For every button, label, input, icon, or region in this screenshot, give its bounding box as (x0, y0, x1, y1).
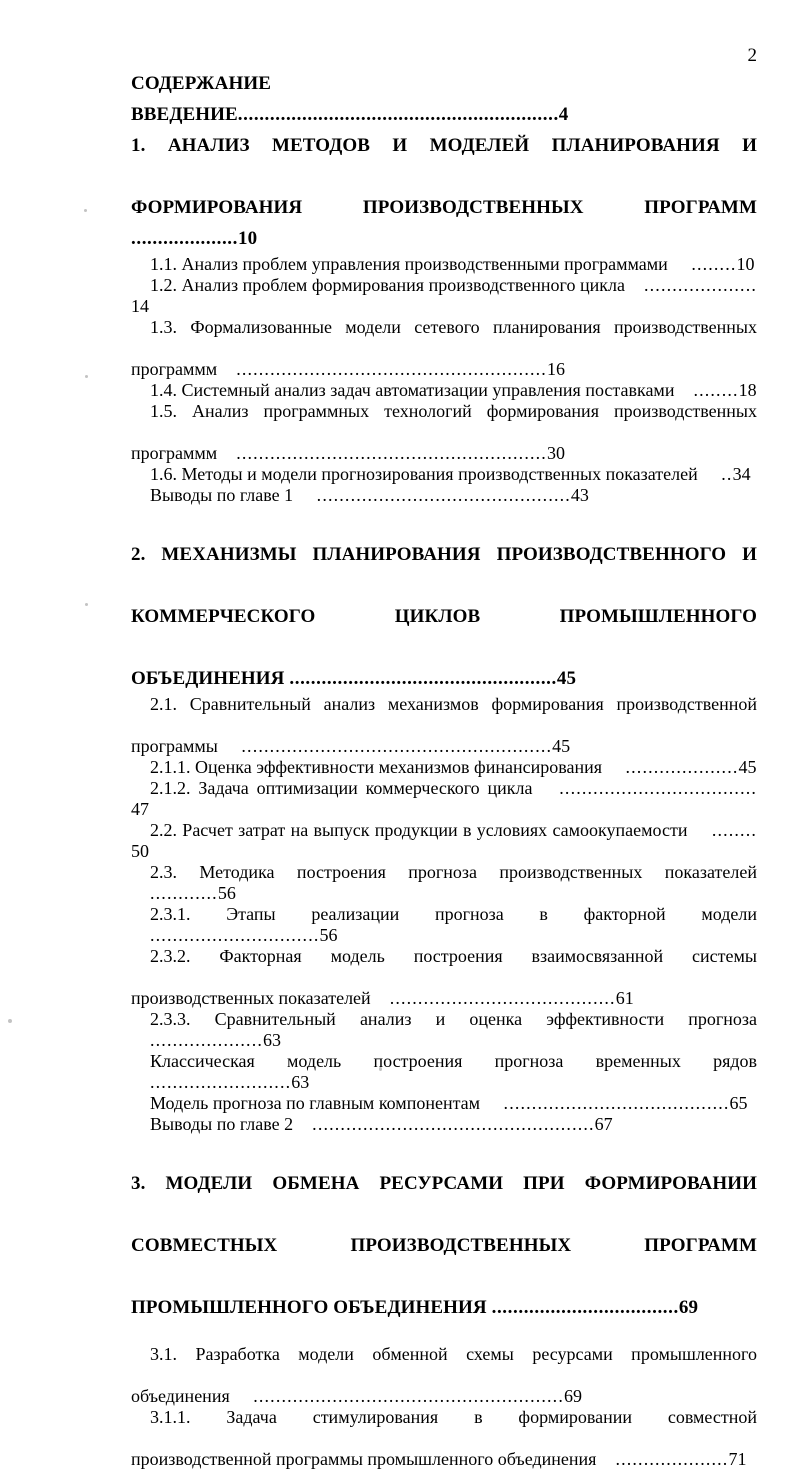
toc-entry-page: 43 (570, 485, 589, 505)
dot-leader: ................................... (491, 1297, 679, 1318)
scan-artifact (85, 603, 88, 606)
toc-entry-page: 30 (546, 443, 565, 463)
dot-leader: ........ (691, 254, 737, 274)
toc-entry-3-1-1[interactable] (131, 1407, 757, 1470)
toc-entry-page: 67 (594, 1114, 613, 1134)
toc-entry-label: 2.1.2. Задача оптимизации коммерческого цикла (150, 778, 533, 798)
toc-entry-2-1[interactable] (131, 694, 757, 757)
toc-entry-label-line1: 1. АНАЛИЗ МЕТОДОВ И МОДЕЛЕЙ ПЛАНИРОВАНИЯ И (131, 135, 757, 156)
toc-entry-1-4[interactable] (131, 380, 757, 401)
toc-entry-label: ВВЕДЕНИЕ (131, 104, 238, 125)
dot-leader: ............................................................ (237, 104, 559, 125)
toc-entry-2-2[interactable] (131, 820, 757, 862)
toc-entry-label-line1: 2. МЕХАНИЗМЫ ПЛАНИРОВАНИЯ ПРОИЗВОДСТВЕННОГО И (131, 544, 757, 565)
dot-leader: ........................................ (503, 1093, 730, 1113)
dot-leader: .................... (625, 757, 739, 777)
toc-entry-page: 56 (319, 925, 338, 945)
toc-entry-label-line1: 2.3.2. Факторная модель построения взаимосвязанной системы (150, 946, 757, 966)
toc-entry-label: Выводы по главе 2 (150, 1114, 294, 1134)
toc-entry-label: Выводы по главе 1 (150, 485, 294, 505)
toc-entry-1-5[interactable] (131, 401, 757, 464)
toc-entry-label: 2.1.1. Оценка эффективности механизмов финансирования (150, 757, 602, 777)
toc-entry-page: 10 (736, 254, 755, 274)
section-gap (131, 1135, 757, 1168)
toc-entry-page: 34 (732, 464, 751, 484)
toc-entry-page: 10 (238, 228, 258, 249)
toc-entry-label: Модель прогноза по главным компонентам (150, 1093, 481, 1113)
toc-entry-1-3[interactable] (131, 317, 757, 380)
toc-title-text: СОДЕРЖАНИЕ (131, 73, 271, 94)
toc-entry-label-line2: программм (131, 443, 218, 463)
toc-entry-label: Классическая модель построения прогноза временных рядов (150, 1051, 757, 1071)
toc-entry-page: 4 (558, 104, 569, 125)
toc-entry-page: 45 (552, 736, 571, 756)
toc-entry-label-line1: 1.5. Анализ программных технологий формирования производственных (150, 401, 757, 421)
toc-entry-page: 50 (131, 841, 149, 861)
toc-entry-page: 18 (738, 380, 757, 400)
toc-entry-page: 14 (131, 296, 149, 316)
toc-entry-label: 1.2. Анализ проблем формирования производственного цикла (150, 275, 625, 295)
dot-leader: ....................................................... (253, 1386, 564, 1406)
toc-entry-label-line3: ПРОМЫШЛЕННОГО ОБЪЕДИНЕНИЯ (131, 1297, 487, 1318)
toc-entry-page: 69 (678, 1297, 699, 1318)
dot-leader: ....................................................... (236, 359, 547, 379)
toc-entry-label: 2.3.3. Сравнительный анализ и оценка эффективности прогноза (150, 1009, 757, 1029)
toc-entry-label: 1.4. Системный анализ задач автоматизации управления поставками (150, 380, 675, 400)
toc-entry-1-2[interactable] (131, 275, 757, 317)
toc-entry-conclusions-1[interactable] (131, 485, 757, 506)
dot-leader: ........ (693, 380, 739, 400)
toc-entry-label-line1: 3.1. Разработка модели обменной схемы ресурсами промышленного (150, 1344, 757, 1364)
dot-leader: .................................................. (289, 668, 557, 689)
toc-entry-2-3-2[interactable] (131, 946, 757, 1009)
page-number: 2 (747, 45, 757, 66)
dot-leader: .. (721, 464, 733, 484)
toc-entry-page: 61 (615, 988, 634, 1008)
dot-leader: .............................. (150, 925, 320, 945)
toc-entry-label-line1: 2.1. Сравнительный анализ механизмов формирования производственной (150, 694, 757, 714)
toc-entry-2-1-2[interactable] (131, 778, 757, 820)
toc-entry-page: 47 (131, 799, 149, 819)
toc-entry-label: 1.6. Методы и модели прогнозирования производственных показателей (150, 464, 698, 484)
toc-entry-label-line3: ОБЪЕДИНЕНИЯ (131, 668, 285, 689)
dot-leader: ................................... (559, 778, 758, 798)
toc-entry-label-line1: 1.3. Формализованные модели сетевого планирования производственных (150, 317, 757, 337)
dot-leader: ........ (711, 820, 758, 840)
toc-entry-page: 69 (563, 1386, 582, 1406)
toc-entry-label-line2: ФОРМИРОВАНИЯ ПРОИЗВОДСТВЕННЫХ ПРОГРАММ (131, 197, 757, 218)
toc-entry-label-line2: производственной программы промышленного объединения (131, 1449, 597, 1469)
scan-artifact (8, 1019, 12, 1023)
dot-leader: ............ (150, 883, 218, 903)
heading-gap (131, 1323, 757, 1344)
dot-leader: .................... (150, 1030, 263, 1050)
dot-leader: ......................... (150, 1072, 292, 1092)
scan-artifact (85, 375, 88, 378)
toc-entry-label-line1: 3.1.1. Задача стимулирования в формировании совместной (150, 1407, 757, 1427)
toc-entry-label-line2: программы (131, 736, 218, 756)
dot-leader: .................... (131, 228, 238, 249)
toc-entry-page: 63 (291, 1072, 310, 1092)
toc-entry-page: 63 (263, 1030, 281, 1050)
toc-entry-chapter-3[interactable] (131, 1168, 757, 1323)
toc-entry-label: 2.2. Расчет затрат на выпуск продукции в условиях самоокупаемости (150, 820, 688, 840)
toc-entry-2-3-1[interactable] (131, 904, 757, 946)
toc-entry-page: 56 (217, 883, 236, 903)
toc-entry-label-line2: КОММЕРЧЕСКОГО ЦИКЛОВ ПРОМЫШЛЕННОГО (131, 606, 757, 627)
toc-entry-page: 16 (546, 359, 565, 379)
toc-entry-page: 71 (728, 1449, 747, 1469)
toc-entry-chapter-1[interactable] (131, 130, 757, 254)
toc-entry-page: 45 (556, 668, 577, 689)
toc-entry-page: 65 (729, 1093, 748, 1113)
toc-entry-page: 45 (738, 757, 757, 777)
toc-entry-label-line2: объединения (131, 1386, 230, 1406)
dot-leader: .................... (644, 275, 757, 295)
dot-leader: ........................................ (389, 988, 616, 1008)
toc-entry-3-1[interactable] (131, 1344, 757, 1407)
toc-entry-label-line2: производственных показателей (131, 988, 371, 1008)
toc-entry-label: 2.3. Методика построения прогноза производственных показателей (150, 862, 757, 882)
toc-entry-label: 2.3.1. Этапы реализации прогноза в факторной модели (150, 904, 757, 924)
toc-entry-principal-components-model[interactable] (131, 1093, 757, 1114)
toc-entry-label-line2: СОВМЕСТНЫХ ПРОИЗВОДСТВЕННЫХ ПРОГРАММ (131, 1235, 757, 1256)
toc-entry-label: 1.1. Анализ проблем управления производственными программами (150, 254, 668, 274)
toc-entry-1-1[interactable] (131, 254, 757, 275)
toc-title (131, 68, 757, 99)
scan-artifact (84, 209, 87, 212)
toc-entry-classical-model[interactable] (131, 1051, 757, 1093)
table-of-contents (131, 68, 757, 1470)
toc-entry-conclusions-2[interactable] (131, 1114, 757, 1135)
dot-leader: .................... (615, 1449, 729, 1469)
dot-leader: ............................................. (316, 485, 571, 505)
toc-entry-label-line1: 3. МОДЕЛИ ОБМЕНА РЕСУРСАМИ ПРИ ФОРМИРОВАНИИ (131, 1173, 757, 1194)
toc-entry-chapter-2[interactable] (131, 539, 757, 694)
toc-entry-label-line2: программм (131, 359, 218, 379)
toc-entry-1-6[interactable] (131, 464, 757, 485)
dot-leader: .................................................. (312, 1114, 595, 1134)
toc-entry-2-3-3[interactable] (131, 1009, 757, 1051)
toc-entry-2-3[interactable] (131, 862, 757, 904)
section-gap (131, 506, 757, 539)
dot-leader: ....................................................... (236, 443, 547, 463)
toc-entry-2-1-1[interactable] (131, 757, 757, 778)
toc-entry-introduction[interactable] (131, 99, 757, 130)
dot-leader: ....................................................... (241, 736, 553, 756)
